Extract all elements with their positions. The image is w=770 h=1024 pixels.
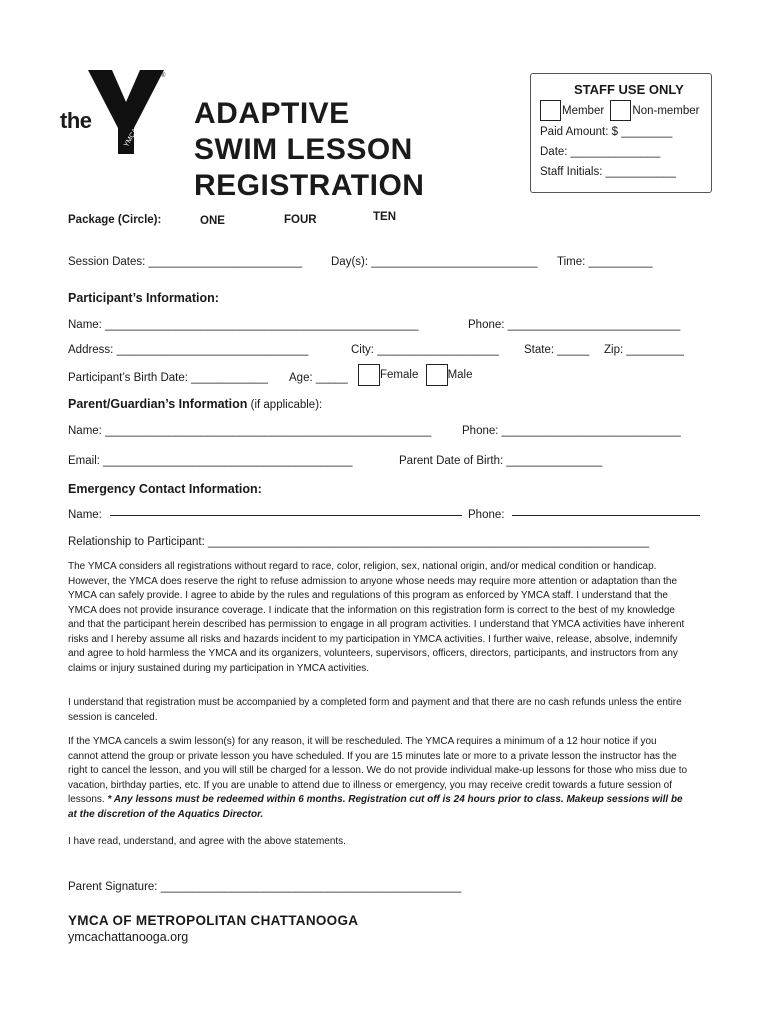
guardian-name-field[interactable]: Name: ___________________________________________________ (68, 425, 432, 437)
terms-paragraph-2: I understand that registration must be accompanied by a completed form and payment and that there are no cash refunds unless the entire session is canceled. (68, 697, 682, 723)
participant-heading: Participant’s Information: (68, 291, 219, 305)
staff-initials-field[interactable]: Staff Initials: ___________ (540, 166, 676, 178)
participant-phone-field[interactable]: Phone: ___________________________ (468, 319, 681, 331)
participant-state-field[interactable]: State: _____ (524, 344, 590, 356)
session-dates-field[interactable]: Session Dates: ________________________ (68, 256, 303, 268)
logo-reg-mark: ® (161, 73, 166, 79)
session-days-field[interactable]: Day(s): __________________________ (331, 256, 538, 268)
package-option-four[interactable]: FOUR (284, 214, 317, 226)
package-label: Package (Circle): (68, 214, 162, 226)
footer-organization: YMCA OF METROPOLITAN CHATTANOOGA (68, 913, 359, 928)
guardian-phone-field[interactable]: Phone: ____________________________ (462, 425, 681, 437)
emergency-phone-line[interactable] (512, 515, 700, 516)
footer-website: ymcachattanooga.org (68, 930, 189, 944)
gender-row (358, 364, 473, 386)
parent-signature-field[interactable]: Parent Signature: _______________________________________________ (68, 881, 462, 893)
session-time-field[interactable]: Time: __________ (557, 256, 653, 268)
participant-name-field[interactable]: Name: _________________________________________________ (68, 319, 419, 331)
member-label: Member (562, 104, 605, 117)
package-option-one[interactable]: ONE (200, 215, 225, 227)
nonmember-checkbox[interactable] (610, 100, 631, 121)
participant-city-field[interactable]: City: ___________________ (351, 344, 499, 356)
title-line-2: SWIM LESSON (194, 133, 413, 166)
participant-birthdate-field[interactable]: Participant’s Birth Date: ____________ (68, 372, 268, 384)
female-label: Female (380, 369, 419, 382)
package-option-ten[interactable]: TEN (373, 211, 396, 223)
staff-use-title: STAFF USE ONLY (574, 82, 684, 97)
emergency-name-label: Name: (68, 509, 102, 521)
guardian-heading: Parent/Guardian’s Information (68, 397, 248, 411)
participant-age-field[interactable]: Age: _____ (289, 372, 348, 384)
female-checkbox[interactable] (358, 364, 380, 386)
title-line-3: REGISTRATION (194, 169, 425, 202)
male-checkbox[interactable] (426, 364, 448, 386)
parent-dob-field[interactable]: Parent Date of Birth: _______________ (399, 455, 603, 467)
terms-paragraph-3 (68, 735, 688, 822)
emergency-name-line[interactable] (110, 515, 462, 516)
title-line-1: ADAPTIVE (194, 97, 350, 130)
participant-address-field[interactable]: Address: ______________________________ (68, 344, 309, 356)
member-checkbox-row (540, 100, 700, 121)
guardian-heading-row (68, 397, 322, 411)
terms-paragraph-1: The YMCA considers all registrations without regard to race, color, religion, sex, national origin, and/or medical condition or handicap. However, the YMCA does reserve the right to refuse admission to anyone whose needs may require more attention or adaptation than the YMCA can safely provide. I agree to abide by the rules and regulations of this program as enforced by YMCA staff. I understand that the YMCA does not provide insurance coverage. I indicate that the information on this registration form is correct to the best of my knowledge and that the participant herein described has permission to engage in all program activities. I understand that YMCA activities have inherent risks and I hereby assume all risks and hazards incident to my participation in YMCA activities. I further waive, release, absolve, indemnify and agree to hold harmless the YMCA and its organizers, volunteers, supervisors, officers, directors, participants, and instructors from any claims or injury sustained during my participation in YMCA activities. (68, 561, 685, 674)
logo-the-text: the (60, 108, 92, 133)
paid-amount-field[interactable]: Paid Amount: $ ________ (540, 126, 673, 138)
nonmember-label: Non-member (632, 104, 700, 117)
member-checkbox[interactable] (540, 100, 561, 121)
agreement-statement: I have read, understand, and agree with the above statements. (68, 836, 346, 847)
male-label: Male (447, 369, 473, 382)
logo-ymca-text: YMCA (123, 127, 140, 149)
participant-zip-field[interactable]: Zip: _________ (604, 344, 684, 356)
emergency-phone-label: Phone: (468, 509, 505, 521)
terms-paragraph-3-text: If the YMCA cancels a swim lesson(s) for any reason, it will be rescheduled. The YMCA requires a minimum of a 12 hour notice if you cannot attend the group or private lesson you have scheduled. If you are 15 minutes late or more to a private lesson the instructor has the right to cancel the lesson, and you will still be charged for a lesson. We do not provide individual make-up lessons for those who miss due to vacation, birthday parties, etc. If you are unable to attend due to illness or emergency, you may receive credit towards a future session of lessons. (68, 736, 688, 805)
emergency-heading: Emergency Contact Information: (68, 482, 262, 496)
terms-paragraph-3-emphasis: * Any lessons must be redeemed within 6 months. Registration cut off is 24 hours prior to class. Makeup sessions will be at the discretion of the Aquatics Director. (68, 794, 683, 820)
relationship-field[interactable]: Relationship to Participant: _____________________________________________________________________ (68, 536, 650, 548)
guardian-heading-note: (if applicable): (247, 399, 323, 411)
ymca-logo-icon (86, 68, 166, 156)
form-title (194, 96, 424, 204)
guardian-email-field[interactable]: Email: _______________________________________ (68, 455, 353, 467)
staff-date-field[interactable]: Date: ______________ (540, 146, 661, 158)
